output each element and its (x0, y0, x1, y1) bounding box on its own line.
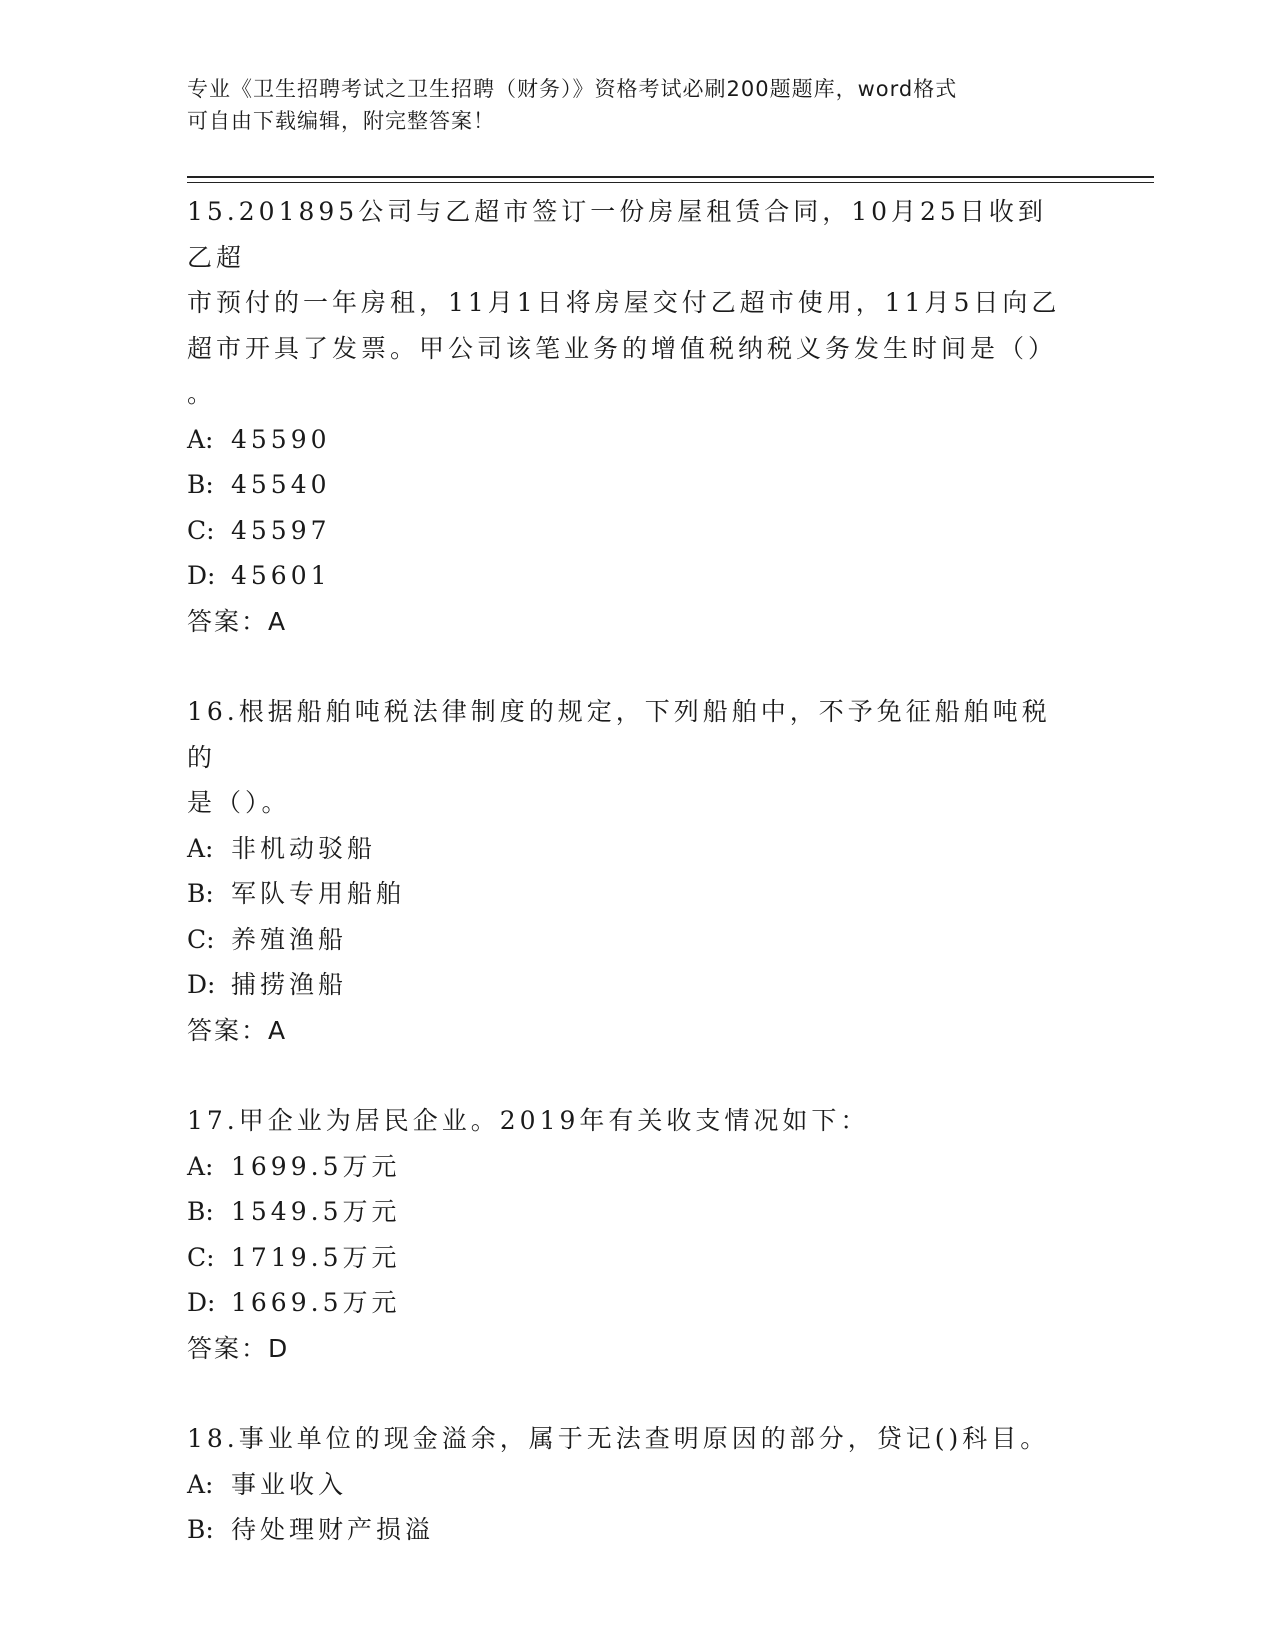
document-header (187, 73, 1067, 137)
option-value: 养殖渔船 (231, 924, 348, 954)
header-divider-thin (187, 182, 1154, 183)
option-value: 捕捞渔船 (231, 970, 348, 999)
option-key: D: (187, 1288, 216, 1317)
option-c (187, 508, 1067, 554)
answer-line: 答案：D (187, 1333, 290, 1363)
header-line-1: 专业《卫生招聘考试之卫生招聘（财务）》资格考试必刷200题题库，word格式 (187, 77, 958, 101)
option-a (187, 826, 1067, 872)
question-gap (187, 1053, 1067, 1098)
option-value: 1549.5万元 (231, 1197, 401, 1226)
option-value: 待处理财产损溢 (231, 1515, 435, 1544)
question-18 (187, 1416, 1067, 1553)
option-key: A: (187, 1151, 214, 1181)
option-a (187, 1462, 1067, 1508)
header-divider-thick (187, 176, 1154, 178)
question-16 (187, 689, 1067, 1053)
question-text: 16.根据船舶吨税法律制度的规定，下列船舶中，不予免征船舶吨税的 是（）。 (187, 697, 1051, 817)
option-c (187, 917, 1067, 963)
option-key: C: (187, 1242, 215, 1272)
option-value: 45540 (231, 470, 331, 499)
option-key: D: (187, 561, 216, 590)
option-key: C: (187, 515, 215, 545)
option-key: D: (187, 970, 216, 999)
option-key: C: (187, 924, 215, 954)
option-key: A: (187, 833, 214, 863)
answer-line: 答案：A (187, 1015, 288, 1045)
option-d (187, 1280, 1067, 1326)
question-gap (187, 1371, 1067, 1416)
option-value: 45590 (231, 424, 331, 454)
option-value: 45601 (231, 561, 331, 590)
question-gap (187, 644, 1067, 689)
question-text: 18.事业单位的现金溢余，属于无法查明原因的部分，贷记()科目。 (187, 1424, 1050, 1453)
question-text: 15.201895公司与乙超市签订一份房屋租赁合同，10月25日收到乙超 市预付的一年房租，11月1日将房屋交付乙超市使用，11月5日向乙 超市开具了发票。甲公司该笔业务的增值税纳税义务发生时间是（） 。 (187, 197, 1061, 408)
option-b (187, 462, 1067, 508)
answer-line: 答案：A (187, 606, 288, 636)
option-value: 1719.5万元 (231, 1242, 401, 1272)
option-b (187, 871, 1067, 917)
option-d (187, 962, 1067, 1008)
question-15 (187, 189, 1067, 644)
option-key: B: (187, 470, 214, 499)
option-value: 45597 (231, 515, 331, 545)
option-a (187, 1144, 1067, 1190)
option-b (187, 1507, 1067, 1553)
option-key: B: (187, 1197, 214, 1226)
question-17 (187, 1098, 1067, 1371)
option-b (187, 1189, 1067, 1235)
option-key: B: (187, 1515, 214, 1544)
option-d (187, 553, 1067, 599)
option-c (187, 1235, 1067, 1281)
option-value: 1699.5万元 (231, 1151, 401, 1181)
option-value: 事业收入 (231, 1469, 348, 1499)
option-value: 军队专用船舶 (231, 879, 406, 908)
option-value: 1669.5万元 (231, 1288, 401, 1317)
option-a (187, 417, 1067, 463)
option-key: A: (187, 1469, 214, 1499)
header-line-2: 可自由下载编辑，附完整答案！ (187, 109, 495, 133)
option-key: B: (187, 879, 214, 908)
question-text: 17.甲企业为居民企业。2019年有关收支情况如下： (187, 1106, 870, 1135)
question-list (187, 189, 1067, 1553)
option-value: 非机动驳船 (231, 833, 377, 863)
option-key: A: (187, 424, 214, 454)
